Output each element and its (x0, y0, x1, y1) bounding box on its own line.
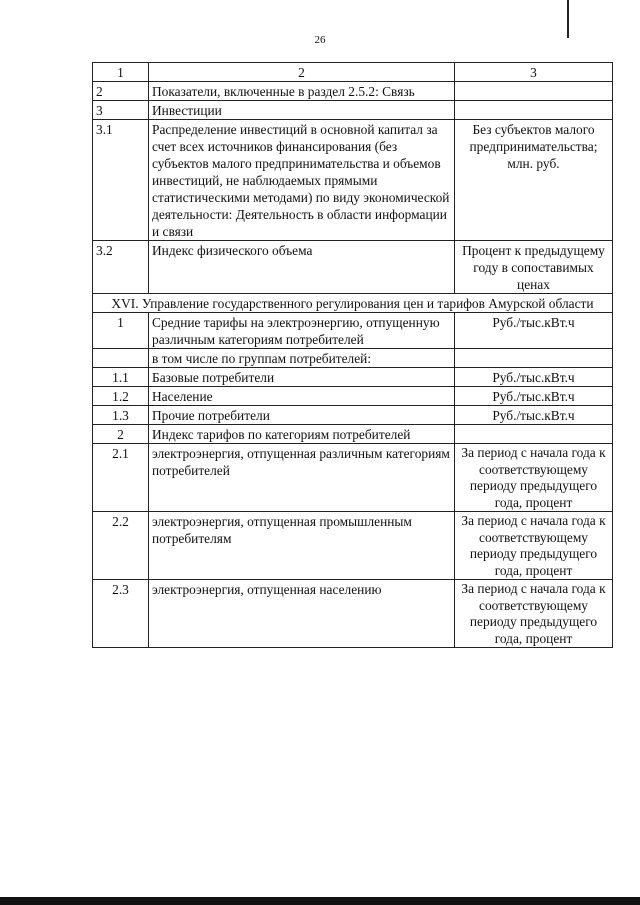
row-unit: За период с начала года к соответствующему периоду предыдущего года, процент (455, 444, 613, 512)
row-unit (455, 82, 613, 101)
row-number: 1.1 (93, 368, 149, 387)
row-number: 2 (93, 82, 149, 101)
row-number (93, 349, 149, 368)
row-unit (455, 349, 613, 368)
row-number: 1.2 (93, 387, 149, 406)
table-row (93, 101, 613, 120)
row-unit: Руб./тыс.кВт.ч (455, 406, 613, 425)
row-unit: Без субъектов малого предпринимательства; млн. руб. (455, 120, 613, 241)
row-indicator: Инвестиции (149, 101, 455, 120)
table-row (93, 406, 613, 425)
row-unit: Руб./тыс.кВт.ч (455, 368, 613, 387)
table-row (93, 313, 613, 349)
row-number: 2.2 (93, 512, 149, 580)
row-number: 2 (93, 425, 149, 444)
table-row (93, 368, 613, 387)
section-title: XVI. Управление государственного регулирования цен и тарифов Амурской области (93, 294, 613, 313)
row-unit (455, 101, 613, 120)
table-row (93, 425, 613, 444)
column-header: 2 (149, 63, 455, 82)
row-indicator: Средние тарифы на электроэнергию, отпущенную различным категориям потребителей (149, 313, 455, 349)
row-number: 2.1 (93, 444, 149, 512)
row-unit: Процент к предыдущему году в сопоставимых ценах (455, 241, 613, 294)
table-row (93, 120, 613, 241)
row-unit: За период с начала года к соответствующему периоду предыдущего года, процент (455, 580, 613, 648)
table-row (93, 444, 613, 512)
row-number: 1 (93, 313, 149, 349)
row-number: 2.3 (93, 580, 149, 648)
row-unit: Руб./тыс.кВт.ч (455, 387, 613, 406)
table-row (93, 387, 613, 406)
column-header: 3 (455, 63, 613, 82)
table-row (93, 580, 613, 648)
row-indicator: Показатели, включенные в раздел 2.5.2: Связь (149, 82, 455, 101)
row-unit: Руб./тыс.кВт.ч (455, 313, 613, 349)
row-unit (455, 425, 613, 444)
row-indicator: Индекс тарифов по категориям потребителей (149, 425, 455, 444)
section-row (93, 294, 613, 313)
row-unit: За период с начала года к соответствующему периоду предыдущего года, процент (455, 512, 613, 580)
table-row (93, 349, 613, 368)
table-row (93, 82, 613, 101)
row-indicator: Индекс физического объема (149, 241, 455, 294)
scan-edge-mark (567, 0, 569, 38)
row-number: 3.1 (93, 120, 149, 241)
row-indicator: Базовые потребители (149, 368, 455, 387)
column-header: 1 (93, 63, 149, 82)
scan-bottom-edge (0, 897, 640, 905)
table-header-row (93, 63, 613, 82)
table-row (93, 241, 613, 294)
row-indicator: электроэнергия, отпущенная населению (149, 580, 455, 648)
row-indicator: в том числе по группам потребителей: (149, 349, 455, 368)
row-indicator: Распределение инвестиций в основной капитал за счет всех источников финансирования (без субъектов малого предпринимательства и объемов инвестиций, не наблюдаемых прямыми статистическими методами) по виду экономической деятельности: Деятельность в области информации и связи (149, 120, 455, 241)
page-number: 26 (314, 34, 326, 46)
row-number: 3.2 (93, 241, 149, 294)
indicators-table (92, 62, 613, 648)
row-number: 1.3 (93, 406, 149, 425)
row-indicator: Прочие потребители (149, 406, 455, 425)
row-indicator: электроэнергия, отпущенная промышленным потребителям (149, 512, 455, 580)
row-indicator: электроэнергия, отпущенная различным категориям потребителей (149, 444, 455, 512)
table-row (93, 512, 613, 580)
row-number: 3 (93, 101, 149, 120)
row-indicator: Население (149, 387, 455, 406)
